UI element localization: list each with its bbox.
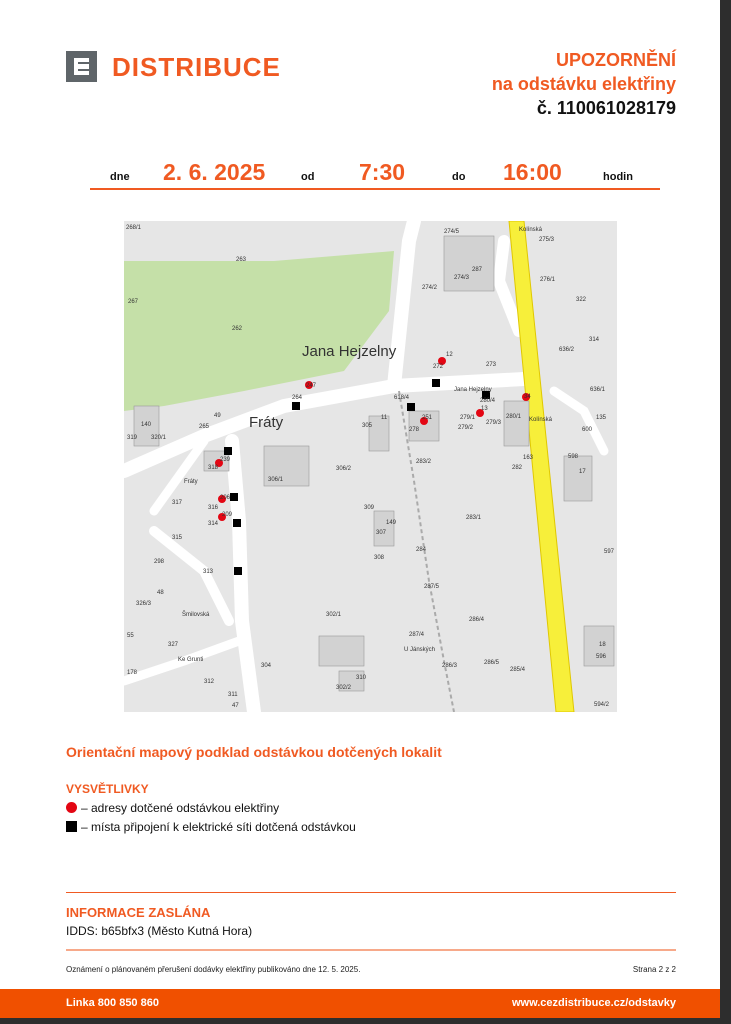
connection-point-marker	[224, 447, 232, 455]
map-label: 318	[208, 465, 219, 471]
hodin-label: hodin	[603, 171, 633, 183]
map-label: Ke Grunti	[178, 657, 204, 663]
map-label: 13	[481, 406, 488, 412]
map-label: 287/5	[424, 584, 440, 590]
map-label: 268/1	[126, 225, 142, 231]
map-label: 135	[596, 415, 607, 421]
red-dot-icon	[66, 802, 77, 813]
map-label: 17	[579, 469, 586, 475]
map-label: 309	[364, 505, 375, 511]
connection-point-marker	[292, 402, 300, 410]
map-label: 273	[486, 362, 497, 368]
map-label: 18	[599, 642, 606, 648]
map-label: 48	[157, 590, 164, 596]
map-label: 283/1	[466, 515, 482, 521]
page-number: Strana 2 z 2	[632, 965, 676, 974]
map-label: 149	[386, 520, 397, 526]
map-label: 279/3	[486, 420, 502, 426]
website-link[interactable]: www.cezdistribuce.cz/odstavky	[511, 997, 676, 1009]
map-label: Kolínská	[519, 227, 543, 233]
black-square-icon	[66, 821, 77, 832]
dne-label: dne	[110, 171, 130, 183]
map-label: 267	[128, 299, 139, 305]
cez-logo-icon	[66, 51, 97, 82]
connection-point-marker	[234, 567, 242, 575]
map-label: 305	[362, 423, 373, 429]
map-label: 140	[141, 422, 152, 428]
map-label: 304	[261, 663, 272, 669]
outage-date: 2. 6. 2025	[163, 159, 266, 185]
map-label: 279/2	[458, 425, 474, 431]
map-label: 263	[236, 257, 247, 263]
map-label: 206	[220, 495, 231, 501]
map-label: 286/3	[442, 663, 458, 669]
map-label: 597	[604, 549, 615, 555]
map-label: 598	[568, 454, 579, 460]
legend-text: – adresy dotčené odstávkou elektřiny	[81, 801, 280, 815]
map-label: 11	[381, 415, 388, 421]
map-label: 287/4	[409, 632, 425, 638]
map-label: 314	[589, 337, 600, 343]
map-label: 12	[446, 352, 453, 358]
map-label: 307	[376, 530, 387, 536]
map-label: 280/1	[506, 414, 522, 420]
map-label: 285/4	[510, 667, 526, 673]
connection-point-marker	[233, 519, 241, 527]
footer-bar	[0, 989, 720, 1018]
map-label: 306/2	[336, 466, 352, 472]
info-title: INFORMACE ZASLÁNA	[66, 905, 211, 920]
info-text: IDDS: b65bfx3 (Město Kutná Hora)	[66, 924, 253, 938]
legend-title: VYSVĚTLIVKY	[66, 782, 149, 796]
map-label: 287	[472, 267, 483, 273]
connection-point-marker	[432, 379, 440, 387]
map-label: 163	[523, 455, 534, 461]
map-label: Šmilovská	[182, 612, 210, 618]
legend-text: – místa připojení k elektrické síti dotčená odstávkou	[81, 820, 356, 834]
time-to: 16:00	[503, 159, 562, 185]
divider	[90, 188, 660, 190]
map-label: 322	[576, 297, 587, 303]
map-label: 278	[409, 427, 420, 433]
map-label: 316	[208, 505, 219, 511]
map-label: 594/2	[594, 702, 610, 708]
map-label: 636/2	[559, 347, 575, 353]
map-label: 327	[168, 642, 179, 648]
map-label: 306/1	[268, 477, 284, 483]
schedule-row	[0, 158, 720, 188]
map-label: Fráty	[184, 479, 198, 485]
od-label: od	[301, 171, 315, 183]
map-label: 298	[154, 559, 165, 565]
map-label: 262	[232, 326, 243, 332]
map-label: Jana Hejzelny	[454, 387, 492, 393]
map-label: 313	[203, 569, 214, 575]
notice-subtitle: na odstávku elektřiny	[491, 74, 676, 94]
logo-text: DISTRIBUCE	[112, 52, 281, 82]
map-label: 310	[356, 675, 367, 681]
map-label: 283/2	[416, 459, 432, 465]
map-label: 312	[204, 679, 215, 685]
map-label: 282	[512, 465, 523, 471]
map-label: 49	[214, 413, 221, 419]
outage-map	[124, 221, 617, 712]
map-label: 308	[374, 555, 385, 561]
map-label: 326/3	[136, 601, 152, 607]
map-label: 315	[172, 535, 183, 541]
map-label: 274/3	[454, 275, 470, 281]
map-label: 178	[127, 670, 138, 676]
map-label: 280/4	[480, 398, 496, 404]
connection-point-marker	[407, 403, 415, 411]
map-label: 274/5	[444, 229, 460, 235]
map-label: 286/5	[484, 660, 500, 666]
notice-number: č. 110061028179	[536, 98, 676, 118]
map-label: 302/1	[326, 612, 342, 618]
map-label: 34	[524, 394, 531, 400]
map-label: 47	[232, 703, 239, 709]
map-caption: Orientační mapový podklad odstávkou dotčených lokalit	[66, 744, 442, 760]
map-label: 314	[208, 521, 219, 527]
map-label: 264	[292, 395, 303, 401]
map-label: 319	[127, 435, 138, 441]
connection-point-marker	[230, 493, 238, 501]
map-label: 636/1	[590, 387, 606, 393]
map-label: 276/1	[540, 277, 556, 283]
map-label: 209	[222, 512, 233, 518]
legend-item-connections	[66, 820, 356, 834]
do-label: do	[452, 171, 466, 183]
map-label: 272	[433, 364, 444, 370]
map-label: 55	[127, 633, 134, 639]
map-label: 311	[228, 692, 238, 698]
map-label: 317	[172, 500, 183, 506]
map-label: 265	[199, 424, 210, 430]
map-label: 239	[220, 457, 231, 463]
map-label: 275/3	[539, 237, 555, 243]
map-label: Kolínská	[529, 417, 553, 423]
map-label: 618/4	[394, 395, 410, 401]
divider	[66, 892, 676, 893]
map-label: 284	[416, 547, 427, 553]
map-label: Fráty	[249, 414, 284, 431]
map-label: 596	[596, 654, 607, 660]
divider	[66, 949, 676, 951]
map-label: 320/1	[151, 435, 167, 441]
hotline: Linka 800 850 860	[66, 997, 159, 1009]
publication-note: Oznámení o plánovaném přerušení dodávky elektřiny publikováno dne 12. 5. 2025.	[66, 965, 361, 974]
legend-item-addresses	[66, 801, 279, 815]
map-label: U Jánských	[404, 647, 436, 653]
time-from: 7:30	[359, 159, 406, 185]
notice-title: UPOZORNĚNÍ	[555, 50, 676, 70]
map-label: 600	[582, 427, 593, 433]
map-label: 286/4	[469, 617, 485, 623]
map-label: 302/2	[336, 685, 352, 691]
map-label: 279/1	[460, 415, 476, 421]
map-label: 274/2	[422, 285, 438, 291]
map-label: Jana Hejzelny	[302, 343, 397, 360]
map-label: 251	[422, 415, 433, 421]
map-label: 247	[306, 383, 317, 389]
